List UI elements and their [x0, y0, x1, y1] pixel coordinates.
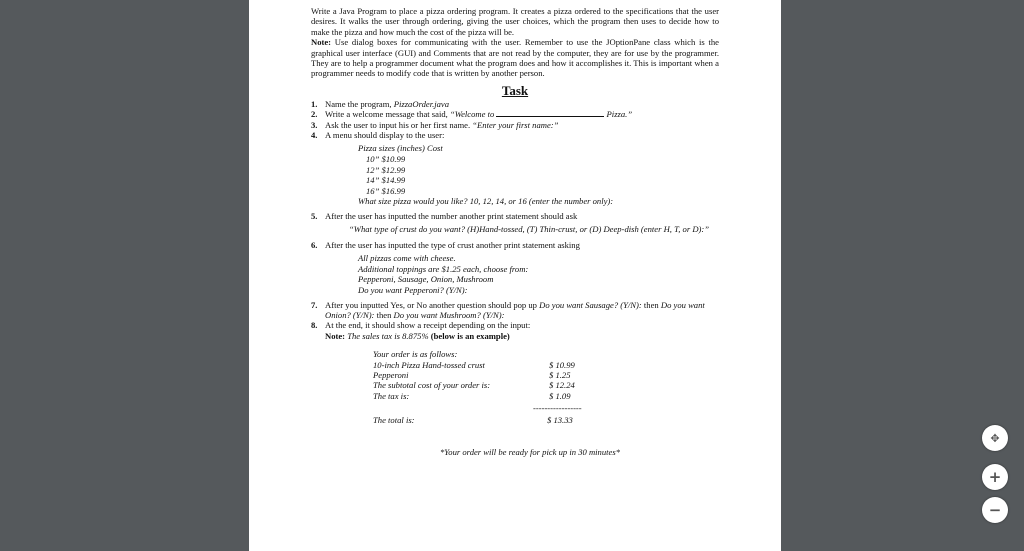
size-menu — [311, 143, 719, 207]
welcome-quote-start: “Welcome to — [449, 109, 497, 120]
then-word: then — [374, 310, 394, 321]
plus-icon: + — [988, 468, 1002, 486]
zoom-out-button[interactable] — [982, 497, 1008, 523]
receipt-divider: ----------------- — [533, 403, 582, 414]
minus-icon: − — [988, 501, 1002, 519]
step-number: 5. — [311, 211, 318, 222]
receipt-row-value: $ 1.09 — [549, 391, 571, 402]
step-text: At the end, it should show a receipt depending on the input: — [325, 320, 531, 331]
toppings-line: Do you want Pepperoni? (Y/N): — [358, 285, 468, 296]
document-page — [249, 0, 781, 551]
zoom-in-button[interactable] — [982, 464, 1008, 490]
step-6 — [311, 240, 719, 250]
note-paragraph — [311, 37, 719, 79]
program-name: PizzaOrder.java — [393, 98, 450, 109]
note-text: Use dialog boxes for communicating with the user. Remember to use the JOptionPane class which is the graphical user interface (GUI) and Comments that are not read by the computer, they are for use by the programmer. They are to help a programmer document what the program does and how it accomplishes it. This is important when a programmer needs to modify code that is written by another person. — [311, 37, 719, 79]
document-content — [311, 6, 719, 457]
sausage-question: Do you want Sausage? (Y/N): — [539, 299, 642, 310]
step-5 — [311, 211, 719, 221]
step-number: 8. — [311, 320, 318, 331]
receipt-row-label: The subtotal cost of your order is: — [373, 380, 491, 391]
tax-note-label: Note: — [325, 330, 346, 341]
menu-size-10: 10” $10.99 — [366, 154, 406, 165]
step-8 — [311, 320, 719, 341]
step-number: 1. — [311, 98, 318, 109]
step-text: Write a welcome message that said, — [325, 109, 450, 120]
menu-header: Pizza sizes (inches) Cost — [358, 143, 443, 154]
receipt-row-value: $ 10.99 — [549, 360, 575, 371]
step-2 — [311, 109, 719, 119]
then-word: then — [641, 299, 661, 310]
step-number: 7. — [311, 299, 318, 310]
step-text: Name the program, — [325, 98, 394, 109]
pickup-footer: *Your order will be ready for pick up in 30 minutes* — [440, 447, 620, 458]
crust-question: “What type of crust do you want? (H)Hand-tossed, (T) Thin-crust, or (D) Deep-dish (enter H, T, or D):” — [349, 224, 710, 235]
step-text: A menu should display to the user: — [325, 130, 445, 141]
receipt-row-label: Pepperoni — [373, 370, 409, 381]
toppings-line: Additional toppings are $1.25 each, choose from: — [358, 263, 529, 274]
step-text: Ask the user to input his or her first name. — [325, 119, 473, 130]
welcome-quote-end: Pizza.” — [604, 109, 633, 120]
toppings-block — [311, 253, 719, 295]
receipt-total-label: The total is: — [373, 415, 415, 426]
task-heading: Task — [501, 82, 529, 98]
receipt — [311, 345, 719, 441]
step-4 — [311, 130, 719, 140]
menu-size-12: 12” $12.99 — [366, 164, 406, 175]
toppings-line: Pepperoni, Sausage, Onion, Mushroom — [358, 274, 494, 285]
note-label: Note: — [311, 37, 332, 48]
step-text: After the user has inputted the type of crust another print statement asking — [325, 239, 580, 250]
example-label: (below is an example) — [428, 330, 510, 341]
onion-question: Do you want Onion? (Y/N): — [325, 299, 705, 321]
menu-size-14: 14” $14.99 — [366, 175, 406, 186]
step-number: 3. — [311, 119, 318, 130]
step-3 — [311, 120, 719, 130]
receipt-total-value: $ 13.33 — [547, 415, 573, 426]
step-text: After you inputted Yes, or No another question should pop up — [325, 299, 540, 310]
receipt-row-value: $ 12.24 — [549, 380, 575, 391]
blank-line — [496, 109, 604, 117]
step-number: 2. — [311, 109, 318, 120]
fit-page-icon: ✥ — [990, 431, 1000, 445]
step-1 — [311, 99, 719, 109]
receipt-header: Your order is as follows: — [373, 349, 458, 360]
size-prompt: What size pizza would you like? 10, 12, 14, or 16 (enter the number only): — [358, 196, 614, 207]
tax-note-text: The sales tax is 8.875% — [347, 330, 429, 341]
step-text: After the user has inputted the number another print statement should ask — [325, 211, 578, 222]
mushroom-question: Do you want Mushroom? (Y/N): — [393, 310, 505, 321]
step-7 — [311, 300, 719, 321]
toppings-line: All pizzas come with cheese. — [358, 253, 456, 264]
fit-page-button[interactable] — [982, 425, 1008, 451]
menu-size-16: 16” $16.99 — [366, 185, 406, 196]
intro-paragraph: Write a Java Program to place a pizza ordering program. It creates a pizza ordered to the specifications that the user desires. It walks the user through ordering, giving the user choices, which the program then uses to decide how to make the pizza and how much the cost of the pizza will be. — [311, 6, 719, 37]
receipt-row-value: $ 1.25 — [549, 370, 571, 381]
step-number: 6. — [311, 239, 318, 250]
name-prompt: “Enter your first name:” — [472, 119, 559, 130]
receipt-row-label: 10-inch Pizza Hand-tossed crust — [373, 360, 485, 371]
receipt-row-label: The tax is: — [373, 391, 410, 402]
step-number: 4. — [311, 130, 318, 141]
